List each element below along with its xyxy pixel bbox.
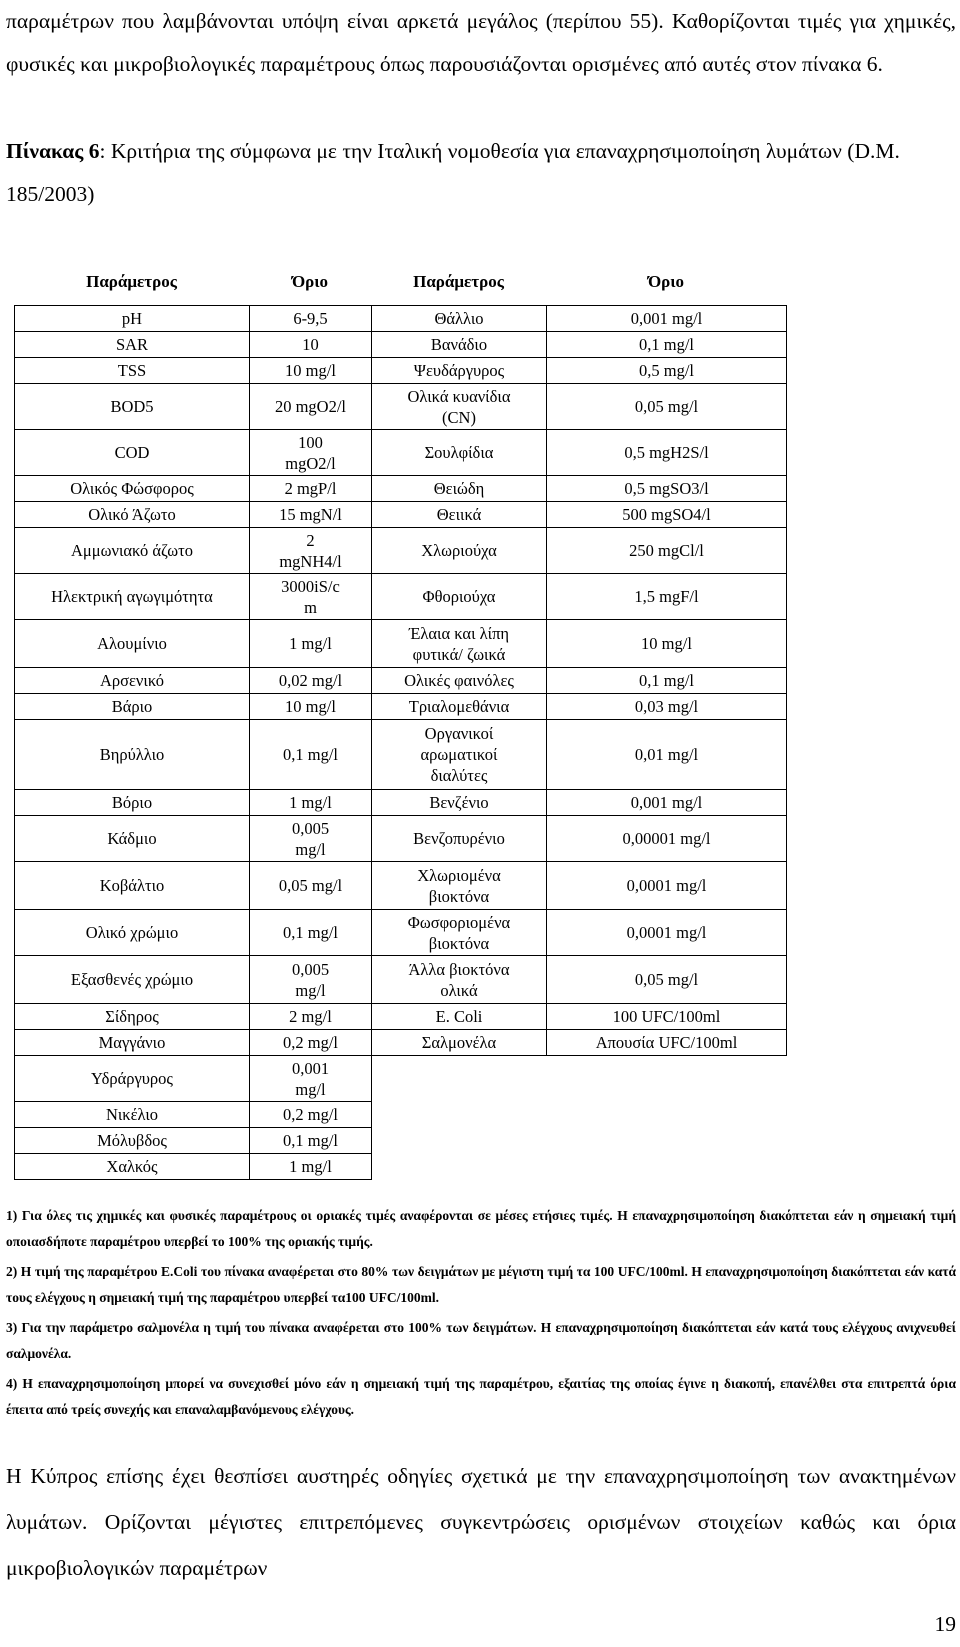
parameter-cell xyxy=(372,476,547,502)
cell-text: Ψευδάργυρος xyxy=(413,361,505,380)
limit-cell xyxy=(547,816,787,862)
parameter-cell xyxy=(15,476,250,502)
parameter-cell xyxy=(15,1154,250,1180)
table-row xyxy=(15,528,787,574)
limit-cell xyxy=(250,790,372,816)
parameter-cell xyxy=(372,694,547,720)
parameter-cell xyxy=(15,720,250,790)
parameter-cell xyxy=(372,956,547,1004)
cell-text: 10 mg/l xyxy=(285,361,336,380)
cell-text: Αμμωνιακό άζωτο xyxy=(71,541,193,560)
parameter-cell xyxy=(372,816,547,862)
parameter-cell xyxy=(372,384,547,430)
cell-text: 0,5 mgSO3/l xyxy=(624,479,709,498)
limit-cell xyxy=(250,1056,372,1102)
cell-text: Μαγγάνιο xyxy=(98,1033,166,1052)
cell-text: (CN) xyxy=(442,407,476,427)
cell-text: 0,1 mg/l xyxy=(282,923,338,942)
parameter-cell xyxy=(15,1102,250,1128)
limit-cell xyxy=(547,332,787,358)
criteria-table-body xyxy=(15,306,787,1180)
cell-text: 0,0001 mg/l xyxy=(626,876,707,895)
cell-text: 1 mg/l xyxy=(289,1157,332,1176)
cell-text: 0,5 mgH2S/l xyxy=(624,443,709,462)
parameter-cell xyxy=(372,306,547,332)
limit-cell xyxy=(250,1102,372,1128)
cell-text: 0,005 xyxy=(291,818,330,838)
cell-text: Τριαλομεθάνια xyxy=(408,697,510,716)
table-row xyxy=(15,816,787,862)
cell-text: 10 mg/l xyxy=(285,697,336,716)
cell-text: Σαλμονέλα xyxy=(421,1033,497,1052)
parameter-cell xyxy=(15,956,250,1004)
cell-text: pH xyxy=(121,309,143,328)
cell-text: αρωματικοί xyxy=(420,745,498,764)
limit-cell xyxy=(547,574,787,620)
cell-text: 2 mg/l xyxy=(289,1007,332,1026)
parameter-cell xyxy=(15,306,250,332)
table-row xyxy=(15,476,787,502)
limit-cell xyxy=(547,910,787,956)
cell-text: βιοκτόνα xyxy=(428,886,490,906)
cell-text: Θειώδη xyxy=(433,479,485,498)
table-row xyxy=(15,384,787,430)
cell-text: 0,0001 mg/l xyxy=(626,923,707,942)
parameter-cell xyxy=(15,862,250,910)
cell-text: διαλύτες xyxy=(430,766,488,785)
table-notes xyxy=(6,1203,956,1427)
parameter-cell xyxy=(15,620,250,668)
cell-text: 1 mg/l xyxy=(289,634,332,653)
cell-text: Κάδμιο xyxy=(107,829,157,848)
cell-text: E. Coli xyxy=(435,1007,483,1026)
cell-text: 0,1 mg/l xyxy=(638,671,694,690)
limit-cell xyxy=(250,694,372,720)
cell-text: 0,1 mg/l xyxy=(282,745,338,764)
cell-text: 0,02 mg/l xyxy=(278,671,343,690)
empty-cell xyxy=(547,1154,787,1180)
limit-cell xyxy=(547,1004,787,1030)
cell-text: 0,001 mg/l xyxy=(630,309,703,328)
parameter-cell xyxy=(15,430,250,476)
cell-text: 0,001 xyxy=(291,1058,330,1078)
limit-cell xyxy=(250,574,372,620)
cell-text: 0,05 mg/l xyxy=(278,876,343,895)
cell-text: Βάριο xyxy=(111,697,153,716)
page-number: 19 xyxy=(934,1612,956,1636)
cell-text: βιοκτόνα xyxy=(428,933,490,953)
cell-text: mg/l xyxy=(295,1079,326,1099)
cell-text: Υδράργυρος xyxy=(91,1069,173,1088)
cell-text: BOD5 xyxy=(110,397,154,416)
limit-cell xyxy=(250,862,372,910)
parameter-cell xyxy=(372,574,547,620)
cell-text: Ολικά κυανίδια xyxy=(407,386,511,406)
parameter-cell xyxy=(372,620,547,668)
limit-cell xyxy=(250,332,372,358)
table-row xyxy=(15,1030,787,1056)
parameter-cell xyxy=(15,910,250,956)
cell-text: Αρσενικό xyxy=(99,671,165,690)
parameter-cell xyxy=(372,332,547,358)
cell-text: m xyxy=(304,597,317,617)
cell-text: Βενζένιο xyxy=(429,793,489,812)
cell-text: Χλωριούχα xyxy=(421,541,497,560)
table-row xyxy=(15,1128,787,1154)
cell-text: Βανάδιο xyxy=(430,335,488,354)
table-row xyxy=(15,790,787,816)
cell-text: 0,00001 mg/l xyxy=(622,829,711,848)
cell-text: 500 mgSO4/l xyxy=(622,505,711,524)
cell-text: Θάλλιο xyxy=(434,309,484,328)
parameter-cell xyxy=(15,1004,250,1030)
header-parameter-2: Παράμετρος xyxy=(413,272,504,291)
cell-text: 0,1 mg/l xyxy=(638,335,694,354)
cell-text: Σίδηρος xyxy=(105,1007,159,1026)
cell-text: 10 mg/l xyxy=(641,634,692,653)
cell-text: Κοβάλτιο xyxy=(99,876,165,895)
table-row xyxy=(15,1102,787,1128)
cell-text: 0,001 mg/l xyxy=(630,793,703,812)
parameter-cell xyxy=(15,668,250,694)
header-limit-2: Όριο xyxy=(647,272,685,291)
empty-cell xyxy=(547,1056,787,1102)
cell-text: 15 mgN/l xyxy=(279,505,342,524)
cell-text: Φθοριούχα xyxy=(422,587,496,606)
limit-cell xyxy=(250,358,372,384)
cell-text: TSS xyxy=(117,361,147,380)
parameter-cell xyxy=(372,502,547,528)
cell-text: 0,05 mg/l xyxy=(634,970,699,989)
cell-text: Άλλα βιοκτόνα xyxy=(408,959,510,979)
empty-cell xyxy=(547,1102,787,1128)
limit-cell xyxy=(250,720,372,790)
parameter-cell xyxy=(15,816,250,862)
cell-text: Βόριο xyxy=(111,793,153,812)
limit-cell xyxy=(547,430,787,476)
cell-text: 0,01 mg/l xyxy=(634,745,699,764)
parameter-cell xyxy=(15,502,250,528)
cell-text: 0,5 mg/l xyxy=(638,361,694,380)
cell-text: Ηλεκτρική αγωγιμότητα xyxy=(51,587,213,606)
parameter-cell xyxy=(15,1030,250,1056)
cell-text: Απουσία UFC/100ml xyxy=(595,1033,738,1052)
table-header-row xyxy=(14,262,786,302)
cell-text: Ολικές φαινόλες xyxy=(404,671,514,690)
parameter-cell xyxy=(372,430,547,476)
limit-cell xyxy=(250,384,372,430)
cell-text: Βηρύλλιο xyxy=(99,745,165,764)
limit-cell xyxy=(547,384,787,430)
limit-cell xyxy=(547,790,787,816)
limit-cell xyxy=(250,476,372,502)
limit-cell xyxy=(250,668,372,694)
note-1: 1) Για όλες τις χημικές και φυσικές παραμέτρους οι οριακές τιμές αναφέρονται σε μέσες ετήσιες τιμές. Η επαναχρησιμοποίηση διακόπτεται εάν η σημειακή τιμή οποιασδήποτε παραμέτρου υπερβεί το 100% της οριακής τιμής. xyxy=(6,1208,956,1249)
cell-text: Μόλυβδος xyxy=(97,1131,167,1150)
limit-cell xyxy=(250,306,372,332)
limit-cell xyxy=(547,956,787,1004)
limit-cell xyxy=(250,956,372,1004)
limit-cell xyxy=(250,1154,372,1180)
table-row xyxy=(15,620,787,668)
outro-paragraph: Η Κύπρος επίσης έχει θεσπίσει αυστηρές οδηγίες σχετικά με την επαναχρησιμοποίηση των ανακτημένων λυμάτων. Ορίζονται μέγιστες επιτρεπόμενες συγκεντρώσεις ορισμένων στοιχείων καθώς και όρια μικροβιολογικών παραμέτρων xyxy=(6,1464,956,1580)
table-row xyxy=(15,862,787,910)
limit-cell xyxy=(547,668,787,694)
cell-text: 1,5 mgF/l xyxy=(634,587,699,606)
table-row xyxy=(15,358,787,384)
parameter-cell xyxy=(372,358,547,384)
table-caption-label: Πίνακας 6 xyxy=(6,139,100,163)
cell-text: Έλαια και λίπη xyxy=(408,623,510,643)
table-caption-text: : Κριτήρια της σύμφωνα με την Ιταλική νομοθεσία για επαναχρησιμοποίηση λυμάτων (D.M. 185/2003) xyxy=(6,139,900,206)
parameter-cell xyxy=(15,790,250,816)
table-row xyxy=(15,1154,787,1180)
parameter-cell xyxy=(372,720,547,790)
cell-text: 0,03 mg/l xyxy=(634,697,699,716)
limit-cell xyxy=(250,910,372,956)
limit-cell xyxy=(250,816,372,862)
cell-text: 250 mgCl/l xyxy=(629,541,704,560)
cell-text: 3000iS/c xyxy=(281,576,340,596)
limit-cell xyxy=(547,306,787,332)
cell-text: Βενζοπυρένιο xyxy=(413,829,505,848)
parameter-cell xyxy=(15,694,250,720)
cell-text: 1 mg/l xyxy=(289,793,332,812)
cell-text: 100 UFC/100ml xyxy=(612,1007,721,1026)
limit-cell xyxy=(250,1128,372,1154)
cell-text: Χλωριομένα xyxy=(417,865,501,885)
parameter-cell xyxy=(15,332,250,358)
empty-cell xyxy=(372,1128,547,1154)
cell-text: 10 xyxy=(302,335,319,354)
limit-cell xyxy=(547,1030,787,1056)
cell-text: 6-9,5 xyxy=(293,309,328,328)
table-row xyxy=(15,306,787,332)
note-2: 2) Η τιμή της παραμέτρου E.Coli του πίνακα αναφέρεται στο 80% των δειγμάτων με μέγιστη τιμή τα 100 UFC/100ml. Η επαναχρησιμοποίηση διακόπτεται εάν κατά τους ελέγχους η σημειακή τιμή της παραμέτρου υπερβεί τα100 UFC/100ml. xyxy=(6,1264,956,1305)
table-row xyxy=(15,720,787,790)
cell-text: Ολικός Φώσφορος xyxy=(70,479,194,498)
cell-text: mgNH4/l xyxy=(279,551,342,571)
parameter-cell xyxy=(372,910,547,956)
cell-text: SAR xyxy=(115,335,149,354)
cell-text: ολικά xyxy=(440,980,478,1000)
table-row xyxy=(15,694,787,720)
cell-text: 0,1 mg/l xyxy=(282,1131,338,1150)
header-parameter-1: Παράμετρος xyxy=(86,272,177,291)
limit-cell xyxy=(250,1004,372,1030)
limit-cell xyxy=(250,1030,372,1056)
limit-cell xyxy=(547,476,787,502)
cell-text: mg/l xyxy=(295,839,326,859)
limit-cell xyxy=(547,720,787,790)
cell-text: mgO2/l xyxy=(285,453,336,473)
limit-cell xyxy=(547,620,787,668)
parameter-cell xyxy=(372,790,547,816)
parameter-cell xyxy=(372,668,547,694)
cell-text: 2 xyxy=(306,530,315,550)
table-row xyxy=(15,668,787,694)
cell-text: 0,2 mg/l xyxy=(282,1105,338,1124)
parameter-cell xyxy=(372,528,547,574)
table-row xyxy=(15,1004,787,1030)
cell-text: Θειικά xyxy=(436,505,482,524)
intro-paragraph: παραμέτρων που λαμβάνονται υπόψη είναι αρκετά μεγάλος (περίπου 55). Καθορίζονται τιμές για χημικές, φυσικές και μικροβιολογικές παραμέτρους όπως παρουσιάζονται ορισμένες από αυτές στον πίνακα 6. xyxy=(6,9,956,76)
table-row xyxy=(15,332,787,358)
cell-text: Εξασθενές χρώμιο xyxy=(70,970,194,989)
criteria-table xyxy=(14,305,787,1180)
limit-cell xyxy=(547,502,787,528)
cell-text: Αλουμίνιο xyxy=(97,634,167,653)
parameter-cell xyxy=(15,1128,250,1154)
parameter-cell xyxy=(15,528,250,574)
table-row xyxy=(15,956,787,1004)
parameter-cell xyxy=(372,1030,547,1056)
parameter-cell xyxy=(372,862,547,910)
table-row xyxy=(15,910,787,956)
empty-cell xyxy=(372,1056,547,1102)
limit-cell xyxy=(250,502,372,528)
parameter-cell xyxy=(15,574,250,620)
limit-cell xyxy=(547,528,787,574)
limit-cell xyxy=(547,694,787,720)
limit-cell xyxy=(547,358,787,384)
parameter-cell xyxy=(15,358,250,384)
cell-text: mg/l xyxy=(295,980,326,1000)
cell-text: Οργανικοί xyxy=(424,724,494,743)
table-row xyxy=(15,430,787,476)
cell-text: Ολικό Άζωτο xyxy=(88,505,176,524)
cell-text: COD xyxy=(114,443,150,462)
limit-cell xyxy=(250,620,372,668)
limit-cell xyxy=(250,528,372,574)
limit-cell xyxy=(250,430,372,476)
cell-text: Σουλφίδια xyxy=(424,443,494,462)
cell-text: Ολικό χρώμιο xyxy=(85,923,179,942)
cell-text: 0,005 xyxy=(291,959,330,979)
cell-text: 2 mgP/l xyxy=(284,479,337,498)
table-row xyxy=(15,1056,787,1102)
cell-text: 0,05 mg/l xyxy=(634,397,699,416)
empty-cell xyxy=(372,1102,547,1128)
empty-cell xyxy=(372,1154,547,1180)
cell-text: 0,2 mg/l xyxy=(282,1033,338,1052)
note-3: 3) Για την παράμετρο σαλμονέλα η τιμή του πίνακα αναφέρεται στο 100% των δειγμάτων. Η επαναχρησιμοποίηση διακόπτεται εάν κατά τους ελέγχους ανιχνευθεί σαλμονέλα. xyxy=(6,1320,956,1361)
parameter-cell xyxy=(372,1004,547,1030)
header-limit-1: Όριο xyxy=(291,272,329,291)
cell-text: Νικέλιο xyxy=(105,1105,159,1124)
cell-text: 20 mgO2/l xyxy=(274,397,347,416)
limit-cell xyxy=(547,862,787,910)
table-caption xyxy=(6,130,956,216)
cell-text: 100 xyxy=(298,432,323,452)
table-row xyxy=(15,502,787,528)
parameter-cell xyxy=(15,1056,250,1102)
cell-text: φυτικά/ ζωικά xyxy=(412,644,506,664)
cell-text: Φωσφοριομένα xyxy=(407,912,511,932)
cell-text: Χαλκός xyxy=(106,1157,158,1176)
note-4: 4) Η επαναχρησιμοποίηση μπορεί να συνεχισθεί μόνο εάν η σημειακή τιμή της παραμέτρου, εξαιτίας της οποίας έγινε η διακοπή, επανέλθει στα επιτρεπτά όρια έπειτα από τρείς συνεχής και επαναλαμβανόμενους ελέγχους. xyxy=(6,1376,956,1417)
empty-cell xyxy=(547,1128,787,1154)
table-row xyxy=(15,574,787,620)
parameter-cell xyxy=(15,384,250,430)
